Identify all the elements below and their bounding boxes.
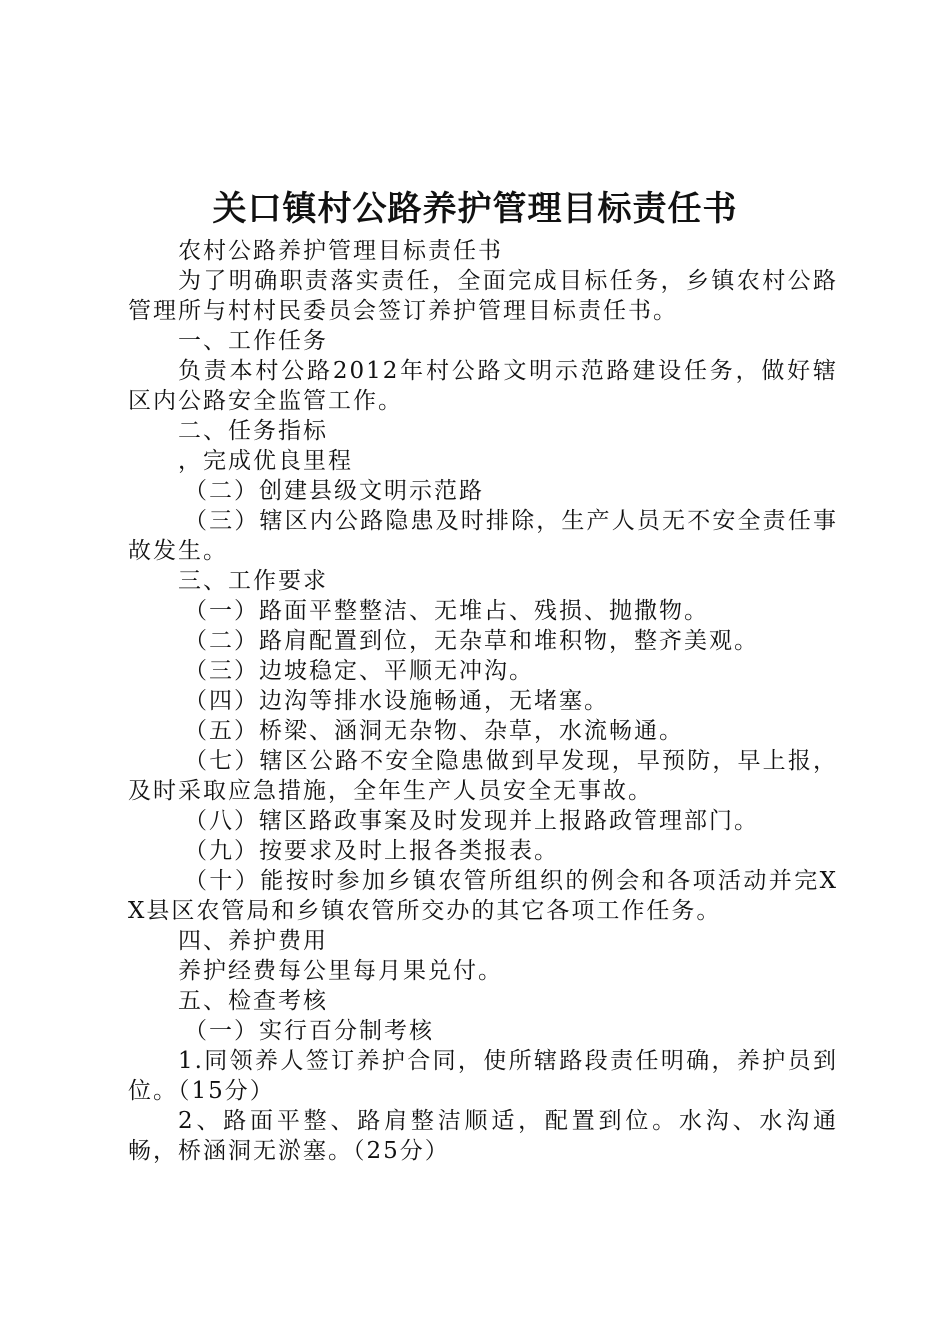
list-item-requirement-5: （五）桥梁、涵洞无杂物、杂草，水流畅通。 (184, 718, 684, 744)
list-item-inspection-1: 1.同领养人签订养护合同，使所辖路段责任明确，养护员到位。（15分） (128, 1048, 838, 1104)
list-item-requirement-10: （十）能按时参加乡镇农管所组织的例会和各项活动并完XX县区农管局和乡镇农管所交办的其它各项工作任务。 (128, 868, 838, 924)
section-heading-inspection: 五、检查考核 (178, 988, 328, 1014)
paragraph-indicator-2: （二）创建县级文明示范路 (184, 478, 484, 504)
paragraph-indicator-1: ，完成优良里程 (178, 448, 353, 474)
document-title: 关口镇村公路养护管理目标责任书 (212, 189, 738, 229)
paragraph-work-tasks: 负责本村公路2012年村公路文明示范路建设任务，做好辖区内公路安全监管工作。 (128, 358, 838, 414)
section-heading-task-indicators: 二、任务指标 (178, 418, 328, 444)
list-item-requirement-3: （三）边坡稳定、平顺无冲沟。 (184, 658, 534, 684)
paragraph-subtitle: 农村公路养护管理目标责任书 (178, 238, 503, 264)
list-item-requirement-8: （八）辖区路政事案及时发现并上报路政管理部门。 (184, 808, 759, 834)
list-item-inspection-2: 2、路面平整、路肩整洁顺适，配置到位。水沟、水沟通畅，桥涵洞无淤塞。（25分） (128, 1108, 838, 1164)
list-item-requirement-4: （四）边沟等排水设施畅通，无堵塞。 (184, 688, 609, 714)
paragraph-intro: 为了明确职责落实责任，全面完成目标任务，乡镇农村公路管理所与村村民委员会签订养护管理目标责任书。 (128, 268, 838, 324)
list-item-requirement-9: （九）按要求及时上报各类报表。 (184, 838, 559, 864)
document-body (128, 236, 838, 1166)
section-heading-maintenance-cost: 四、养护费用 (178, 928, 328, 954)
section-heading-work-tasks: 一、工作任务 (178, 328, 328, 354)
list-item-requirement-7: （七）辖区公路不安全隐患做到早发现，早预防，早上报，及时采取应急措施，全年生产人员安全无事故。 (128, 748, 838, 804)
list-item-requirement-1: （一）路面平整整洁、无堆占、残损、抛撒物。 (184, 598, 709, 624)
paragraph-indicator-3: （三）辖区内公路隐患及时排除，生产人员无不安全责任事故发生。 (128, 508, 838, 564)
section-heading-requirements: 三、工作要求 (178, 568, 328, 594)
paragraph-inspection-scoring: （一）实行百分制考核 (184, 1018, 434, 1044)
list-item-requirement-2: （二）路肩配置到位，无杂草和堆积物，整齐美观。 (184, 628, 759, 654)
paragraph-maintenance-cost: 养护经费每公里每月果兑付。 (178, 958, 503, 984)
